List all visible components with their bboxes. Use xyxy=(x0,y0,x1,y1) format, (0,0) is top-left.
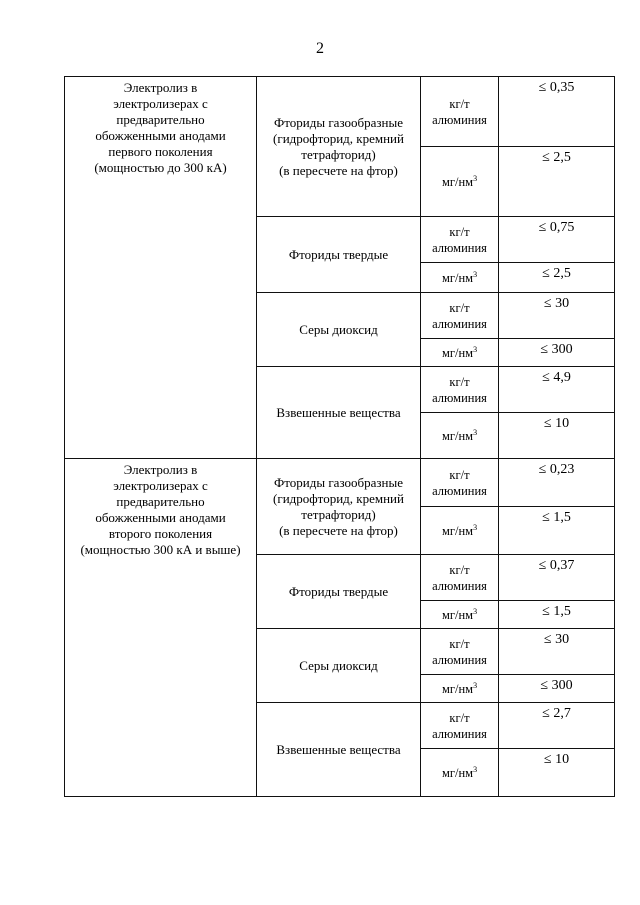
unit-cell xyxy=(421,413,499,459)
unit-label: кг/т алюминия xyxy=(432,467,487,498)
table-body xyxy=(65,77,615,797)
pollutant-text-line: Фториды газообразные xyxy=(274,474,403,490)
pollutant-text-line: Серы диоксид xyxy=(299,321,378,337)
limit-value-cell: ≤ 30 xyxy=(499,629,615,675)
limit-value-cell: ≤ 4,9 xyxy=(499,367,615,413)
limit-value-cell: ≤ 30 xyxy=(499,293,615,339)
unit-cell xyxy=(421,367,499,413)
unit-cell xyxy=(421,629,499,675)
process-cell xyxy=(65,77,257,459)
pollutant-text-line: Серы диоксид xyxy=(299,657,378,673)
unit-label: кг/т алюминия xyxy=(432,96,487,127)
limit-value-cell: ≤ 300 xyxy=(499,675,615,703)
process-text-line: (мощностью 300 кА и выше) xyxy=(80,542,241,557)
process-text-line: электролизерах с xyxy=(113,478,208,493)
table-row xyxy=(65,77,615,147)
unit-label: кг/т алюминия xyxy=(432,374,487,405)
process-text-line: (мощностью до 300 кА) xyxy=(94,160,227,175)
unit-label: кг/т алюминия xyxy=(432,636,487,667)
unit-cell xyxy=(421,703,499,749)
unit-cell xyxy=(421,555,499,601)
process-text-line: Электролиз в xyxy=(123,80,198,95)
pollutant-cell xyxy=(257,629,421,703)
unit-cell xyxy=(421,459,499,507)
pollutant-text-line: Фториды твердые xyxy=(288,246,389,262)
pollutant-text-line: (в пересчете на фтор) xyxy=(279,162,398,178)
unit-cell xyxy=(421,601,499,629)
unit-cell xyxy=(421,77,499,147)
process-text-line: Электролиз в xyxy=(123,462,198,477)
unit-cell xyxy=(421,339,499,367)
limit-value-cell: ≤ 2,5 xyxy=(499,263,615,293)
unit-cell xyxy=(421,147,499,217)
process-cell xyxy=(65,459,257,797)
pollutant-cell xyxy=(257,217,421,293)
unit-label: кг/т алюминия xyxy=(432,562,487,593)
pollutant-text-line: (гидрофторид, кремний xyxy=(273,130,404,146)
pollutant-text-line: Фториды твердые xyxy=(288,583,389,599)
unit-label: мг/нм xyxy=(441,270,474,285)
unit-cell xyxy=(421,675,499,703)
unit-cell xyxy=(421,263,499,293)
limit-value-cell: ≤ 2,7 xyxy=(499,703,615,749)
process-text-line: обожженными анодами xyxy=(95,510,226,525)
unit-label: мг/нм xyxy=(441,523,474,538)
unit-label: кг/т алюминия xyxy=(432,300,487,331)
unit-cell xyxy=(421,749,499,797)
process-text-line: электролизерах с xyxy=(113,96,208,111)
unit-superscript: 3 xyxy=(473,522,478,532)
limit-value-cell: ≤ 0,37 xyxy=(499,555,615,601)
process-text-line: первого поколения xyxy=(108,144,213,159)
pollutant-cell xyxy=(257,77,421,217)
emission-limits-table xyxy=(64,76,615,797)
unit-cell xyxy=(421,217,499,263)
limit-value-cell: ≤ 300 xyxy=(499,339,615,367)
pollutant-text-line: Фториды газообразные xyxy=(274,114,403,130)
table-row xyxy=(65,459,615,507)
unit-superscript: 3 xyxy=(473,606,478,616)
unit-superscript: 3 xyxy=(473,173,478,183)
pollutant-cell xyxy=(257,459,421,555)
unit-superscript: 3 xyxy=(473,680,478,690)
unit-label: кг/т алюминия xyxy=(432,224,487,255)
process-text-line: предварительно xyxy=(116,112,205,127)
pollutant-text-line: (в пересчете на фтор) xyxy=(279,522,398,538)
process-text-line: предварительно xyxy=(116,494,205,509)
pollutant-cell xyxy=(257,367,421,459)
pollutant-text-line: (гидрофторид, кремний xyxy=(273,490,404,506)
page-number: 2 xyxy=(316,40,324,57)
pollutant-cell xyxy=(257,703,421,797)
limit-value-cell: ≤ 10 xyxy=(499,749,615,797)
process-text-line: второго поколения xyxy=(108,526,213,541)
unit-superscript: 3 xyxy=(473,269,478,279)
unit-label: мг/нм xyxy=(441,345,474,360)
unit-label: мг/нм xyxy=(441,428,474,443)
unit-cell xyxy=(421,293,499,339)
pollutant-text-line: Взвешенные вещества xyxy=(276,404,401,420)
unit-superscript: 3 xyxy=(473,764,478,774)
limit-value-cell: ≤ 0,35 xyxy=(499,77,615,147)
process-text-line: обожженными анодами xyxy=(95,128,226,143)
unit-label: мг/нм xyxy=(441,765,474,780)
unit-label: кг/т алюминия xyxy=(432,710,487,741)
limit-value-cell: ≤ 10 xyxy=(499,413,615,459)
pollutant-text-line: Взвешенные вещества xyxy=(276,741,401,757)
limit-value-cell: ≤ 1,5 xyxy=(499,601,615,629)
pollutant-cell xyxy=(257,555,421,629)
pollutant-cell xyxy=(257,293,421,367)
pollutant-text-line: тетрафторид) xyxy=(301,146,376,162)
limit-value-cell: ≤ 0,75 xyxy=(499,217,615,263)
unit-cell xyxy=(421,507,499,555)
unit-superscript: 3 xyxy=(473,344,478,354)
unit-label: мг/нм xyxy=(441,607,474,622)
limit-value-cell: ≤ 0,23 xyxy=(499,459,615,507)
pollutant-text-line: тетрафторид) xyxy=(301,506,376,522)
limit-value-cell: ≤ 2,5 xyxy=(499,147,615,217)
unit-superscript: 3 xyxy=(473,427,478,437)
unit-label: мг/нм xyxy=(441,681,474,696)
unit-label: мг/нм xyxy=(441,174,474,189)
limit-value-cell: ≤ 1,5 xyxy=(499,507,615,555)
